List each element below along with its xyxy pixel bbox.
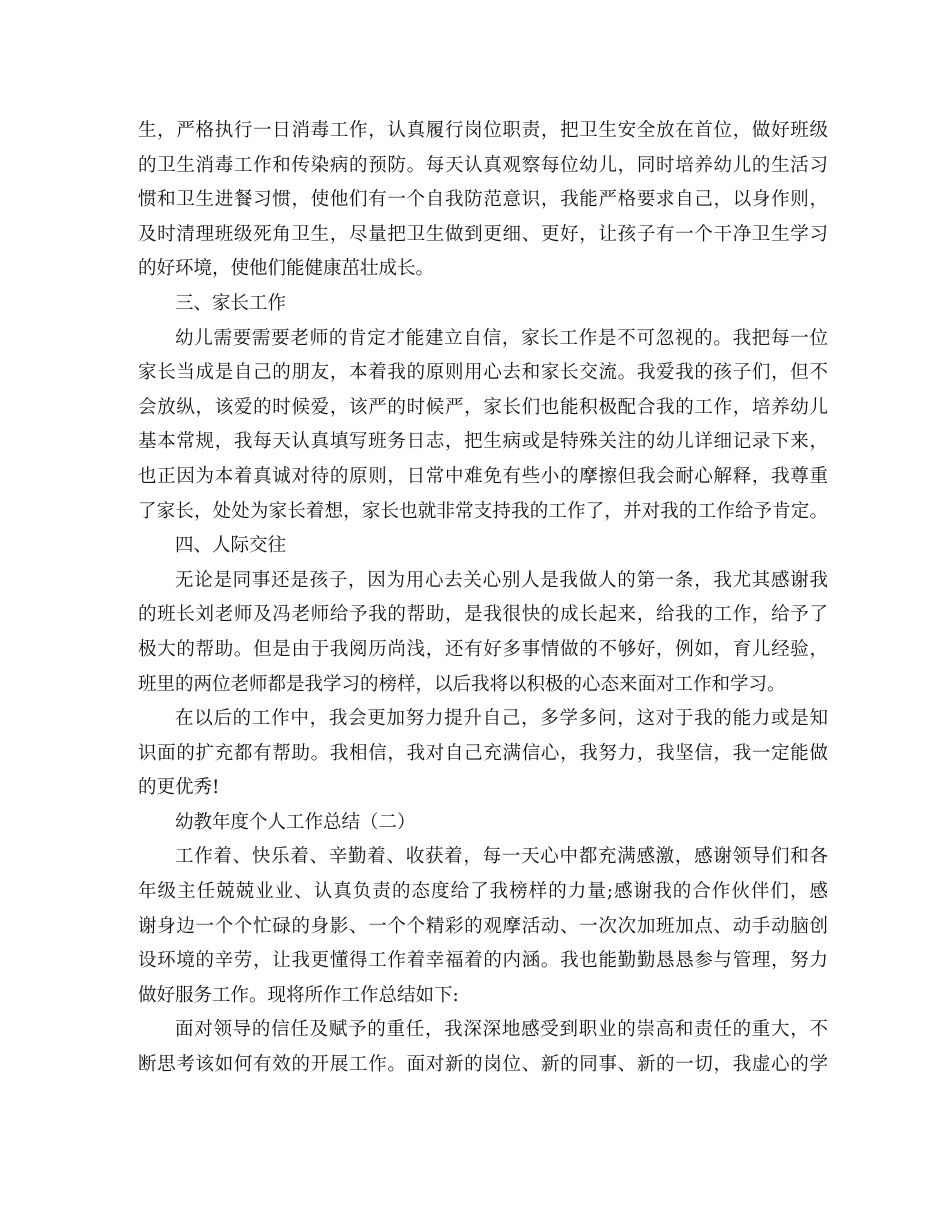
text-line: 在以后的工作中，我会更加努力提升自己，多学多问，这对于我的能力或是知: [175, 708, 828, 730]
text-line: 也正因为本着真诚对待的原则，日常中难免有些小的摩擦但我会耐心解释，我尊重: [138, 465, 828, 487]
text-line: 面对领导的信任及赋予的重任，我深深地感受到职业的崇高和责任的重大，不: [175, 1019, 828, 1041]
text-line: 谢身边一个个忙碌的身影、一个个精彩的观摩活动、一次次加班加点、动手动脑创: [138, 915, 828, 937]
text-line: 班里的两位老师都是我学习的榜样，以后我将以积极的心态来面对工作和学习。: [138, 673, 786, 695]
text-line: 惯和卫生进餐习惯，使他们有一个自我防范意识，我能严格要求自己，以身作则，: [138, 189, 828, 211]
text-line: 的卫生消毒工作和传染病的预防。每天认真观察每位幼儿，同时培养幼儿的生活习: [138, 154, 828, 176]
text-line: 断思考该如何有效的开展工作。面对新的岗位、新的同事、新的一切，我虚心的学: [138, 1054, 828, 1076]
text-line: 三、家长工作: [175, 292, 287, 314]
text-line: 无论是同事还是孩子，因为用心去关心别人是我做人的第一条，我尤其感谢我: [175, 569, 828, 591]
text-line: 设环境的辛劳，让我更懂得工作着幸福着的内涵。我也能勤勤恳恳参与管理，努力: [138, 950, 828, 972]
text-line: 及时清理班级死角卫生，尽量把卫生做到更细、更好，让孩子有一个干净卫生学习: [138, 223, 828, 245]
text-line: 极大的帮助。但是由于我阅历尚浅，还有好多事情做的不够好，例如，育儿经验，: [138, 638, 828, 660]
text-line: 的更优秀!: [138, 777, 220, 799]
text-line: 四、人际交往: [175, 535, 287, 557]
text-line: 年级主任兢兢业业、认真负责的态度给了我榜样的力量;感谢我的合作伙伴们，感: [138, 881, 828, 903]
text-line: 识面的扩充都有帮助。我相信，我对自己充满信心，我努力，我坚信，我一定能做: [138, 742, 828, 764]
text-line: 了家长，处处为家长着想，家长也就非常支持我的工作了，并对我的工作给予肯定。: [138, 500, 828, 522]
text-line: 会放纵，该爱的时候爱，该严的时候严，家长们也能积极配合我的工作，培养幼儿: [138, 396, 828, 418]
text-line: 幼儿需要需要老师的肯定才能建立自信，家长工作是不可忽视的。我把每一位: [175, 327, 828, 349]
text-line: 做好服务工作。现将所作工作总结如下:: [138, 984, 459, 1006]
text-line: 的班长刘老师及冯老师给予我的帮助，是我很快的成长起来，给我的工作，给予了: [138, 604, 828, 626]
document-body: [138, 114, 828, 1083]
text-line: 幼教年度个人工作总结（二）: [175, 811, 416, 833]
text-line: 基本常规，我每天认真填写班务日志，把生病或是特殊关注的幼儿详细记录下来，: [138, 431, 828, 453]
text-line: 的好环境，使他们能健康茁壮成长。: [138, 258, 435, 280]
text-line: 工作着、快乐着、辛勤着、收获着，每一天心中都充满感激，感谢领导们和各: [175, 846, 828, 868]
text-line: 生，严格执行一日消毒工作，认真履行岗位职责，把卫生安全放在首位，做好班级: [138, 120, 828, 141]
text-line: 家长当成是自己的朋友，本着我的原则用心去和家长交流。我爱我的孩子们，但不: [138, 362, 828, 384]
